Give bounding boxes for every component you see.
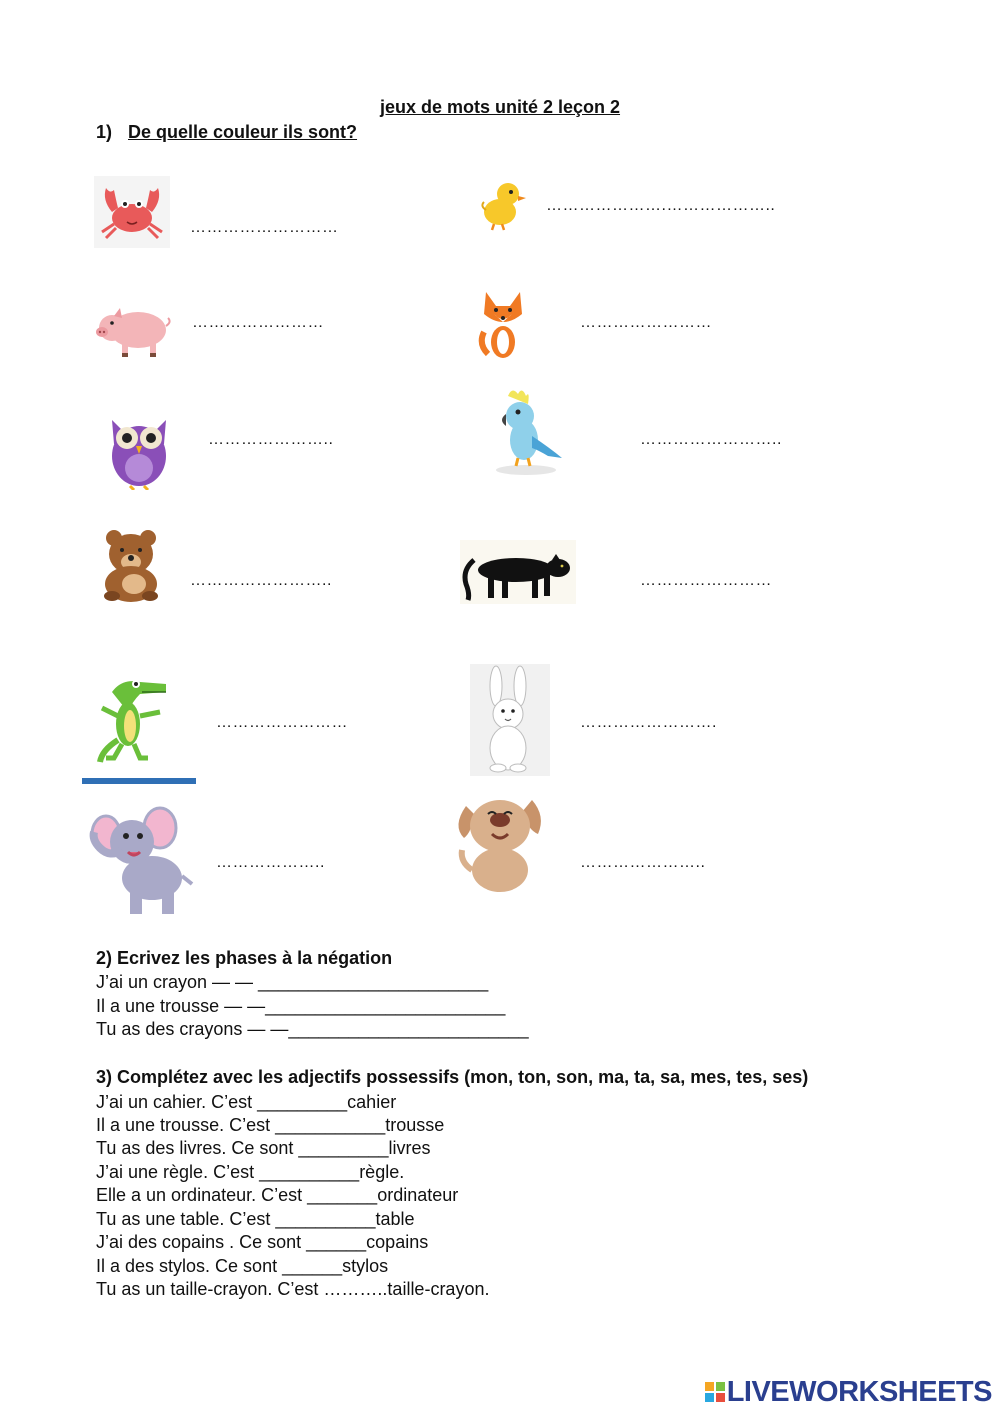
answer-blank-crocodile[interactable]: …………………… [216,714,348,731]
answer-blank-crab[interactable]: ……………………… [190,219,339,236]
answer-blank-parrot[interactable]: …………………….. [640,431,782,448]
possessive-line-5[interactable]: Elle a un ordinateur. C’est _______ordinateur [96,1185,459,1205]
chick-icon [472,176,528,232]
possessive-line-4[interactable]: J’ai une règle. C’est __________règle. [96,1162,405,1182]
possessive-line-7[interactable]: J’ai des copains . Ce sont ______copains [96,1232,429,1252]
answer-blank-rabbit[interactable]: ……………………. [580,714,717,731]
fox-icon [478,288,528,364]
section2-heading: 2) Ecrivez les phases à la négation [96,948,393,968]
answer-blank-chick[interactable]: ………………….……………….. [546,197,776,214]
liveworksheets-logo [705,1376,992,1409]
possessive-line-9[interactable]: Tu as un taille-crayon. C’est ………..taille-crayon. [96,1279,490,1299]
liveworksheets-logo-icon [705,1382,725,1402]
section1-heading [96,122,357,143]
answer-blank-bear[interactable]: …………………….. [190,572,332,589]
section1-title: De quelle couleur ils sont? [128,122,358,142]
possessive-line-3[interactable]: Tu as des livres. Ce sont _________livres [96,1138,431,1158]
worksheet-title: jeux de mots unité 2 leçon 2 [379,97,621,117]
panther-icon [460,540,576,604]
elephant-icon [82,798,196,922]
owl-icon [104,404,174,490]
section1-number: 1) [96,122,113,142]
answer-blank-dog[interactable]: ………………….. [580,854,706,871]
negation-line-2[interactable]: Il a une trousse — —________________________ [96,996,506,1016]
answer-blank-pig[interactable]: …………………… [192,314,324,331]
bear-icon [94,528,168,602]
parrot-icon [488,386,564,478]
answer-blank-owl[interactable]: ………………….. [208,431,334,448]
crocodile-icon [82,672,196,784]
crab-icon [94,176,170,248]
answer-blank-elephant[interactable]: ……………….. [216,854,325,871]
rabbit-icon [470,664,550,776]
negation-line-1[interactable]: J’ai un crayon — — _______________________ [96,972,489,992]
possessive-line-6[interactable]: Tu as une table. C’est __________table [96,1209,415,1229]
answer-blank-panther[interactable]: …………………… [640,572,772,589]
possessive-line-2[interactable]: Il a une trousse. C’est ___________trousse [96,1115,445,1135]
possessive-line-1[interactable]: J’ai un cahier. C’est _________cahier [96,1092,397,1112]
section3-heading: 3) Complétez avec les adjectifs possessifs (mon, ton, son, ma, ta, sa, mes, tes, ses) [96,1067,809,1087]
answer-blank-fox[interactable]: …………………… [580,314,712,331]
pig-icon [92,298,172,360]
dog-icon [452,786,546,894]
negation-line-3[interactable]: Tu as des crayons — —________________________ [96,1019,529,1039]
possessive-line-8[interactable]: Il a des stylos. Ce sont ______stylos [96,1256,389,1276]
logo-text: LIVEWORKSHEETS [726,1376,992,1408]
